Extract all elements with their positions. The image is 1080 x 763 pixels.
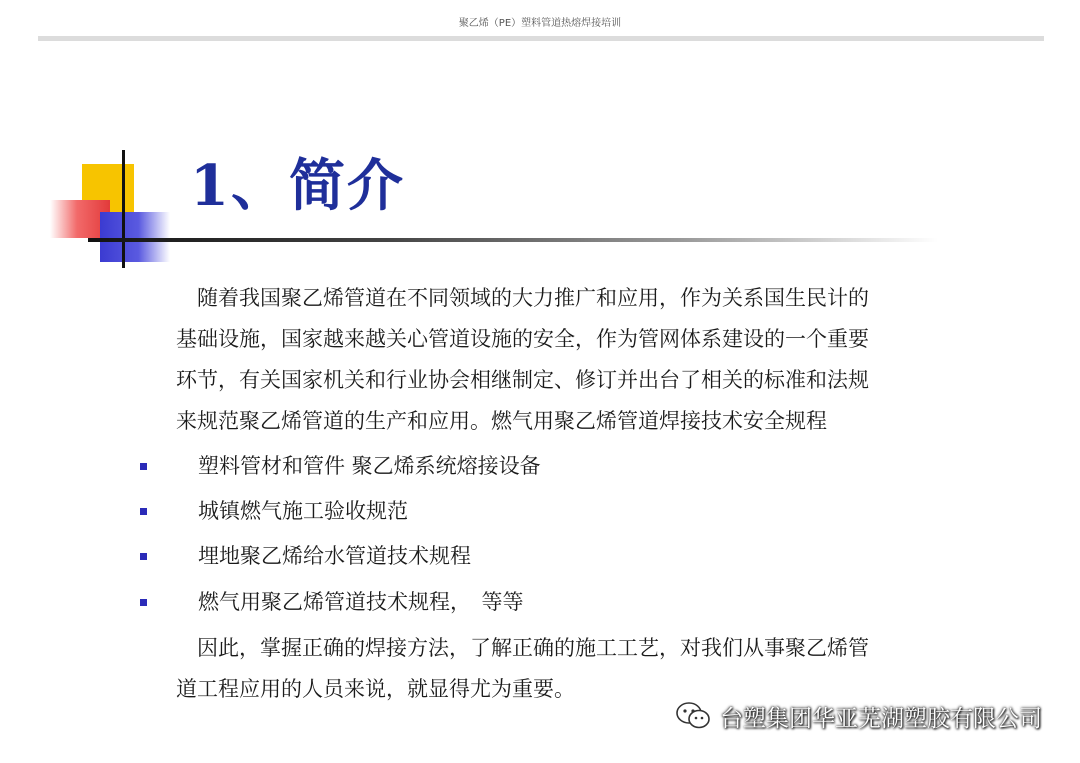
watermark (674, 696, 1042, 736)
list-item-text: 城镇燃气施工验收规范 (198, 499, 408, 523)
slide-title: 1、简介 (190, 153, 405, 219)
bullet-square-icon (140, 599, 147, 606)
wechat-icon (674, 700, 712, 732)
bullet-square-icon (140, 463, 147, 470)
blue-gradient-block (100, 212, 170, 262)
intro-paragraph (176, 278, 936, 442)
intro-line: 基础设施，国家越来越关心管道设施的安全，作为管网体系建设的一个重要 (176, 327, 869, 351)
header-divider (38, 36, 1044, 41)
intro-line: 来规范聚乙烯管道的生产和应用。燃气用聚乙烯管道焊接技术安全规程 (176, 409, 827, 433)
list-item-text: 燃气用聚乙烯管道技术规程， 等等 (198, 590, 524, 614)
intro-line: 随着我国聚乙烯管道在不同领域的大力推广和应用，作为关系国生民计的 (176, 286, 869, 310)
list-item (0, 536, 900, 576)
bullet-square-icon (140, 508, 147, 515)
list-item (0, 491, 900, 531)
conclusion-line: 道工程应用的人员来说，就显得尤为重要。 (176, 677, 575, 701)
intro-line: 环节，有关国家机关和行业协会相继制定、修订并出台了相关的标准和法规 (176, 368, 869, 392)
title-underline (88, 238, 938, 242)
list-item-text: 埋地聚乙烯给水管道技术规程 (198, 544, 471, 568)
watermark-text: 台塑集团华亚芜湖塑胶有限公司 (720, 705, 1042, 732)
bullet-square-icon (140, 553, 147, 560)
list-item (0, 446, 900, 486)
list-item (0, 582, 900, 622)
list-item-text: 塑料管材和管件 聚乙烯系统熔接设备 (198, 454, 541, 478)
title-decoration (48, 150, 188, 270)
decoration-vertical-line (122, 150, 125, 268)
document-header: 聚乙烯（PE）塑料管道热熔焊接培训 (458, 18, 622, 29)
conclusion-line: 因此，掌握正确的焊接方法，了解正确的施工工艺，对我们从事聚乙烯管 (176, 636, 869, 660)
